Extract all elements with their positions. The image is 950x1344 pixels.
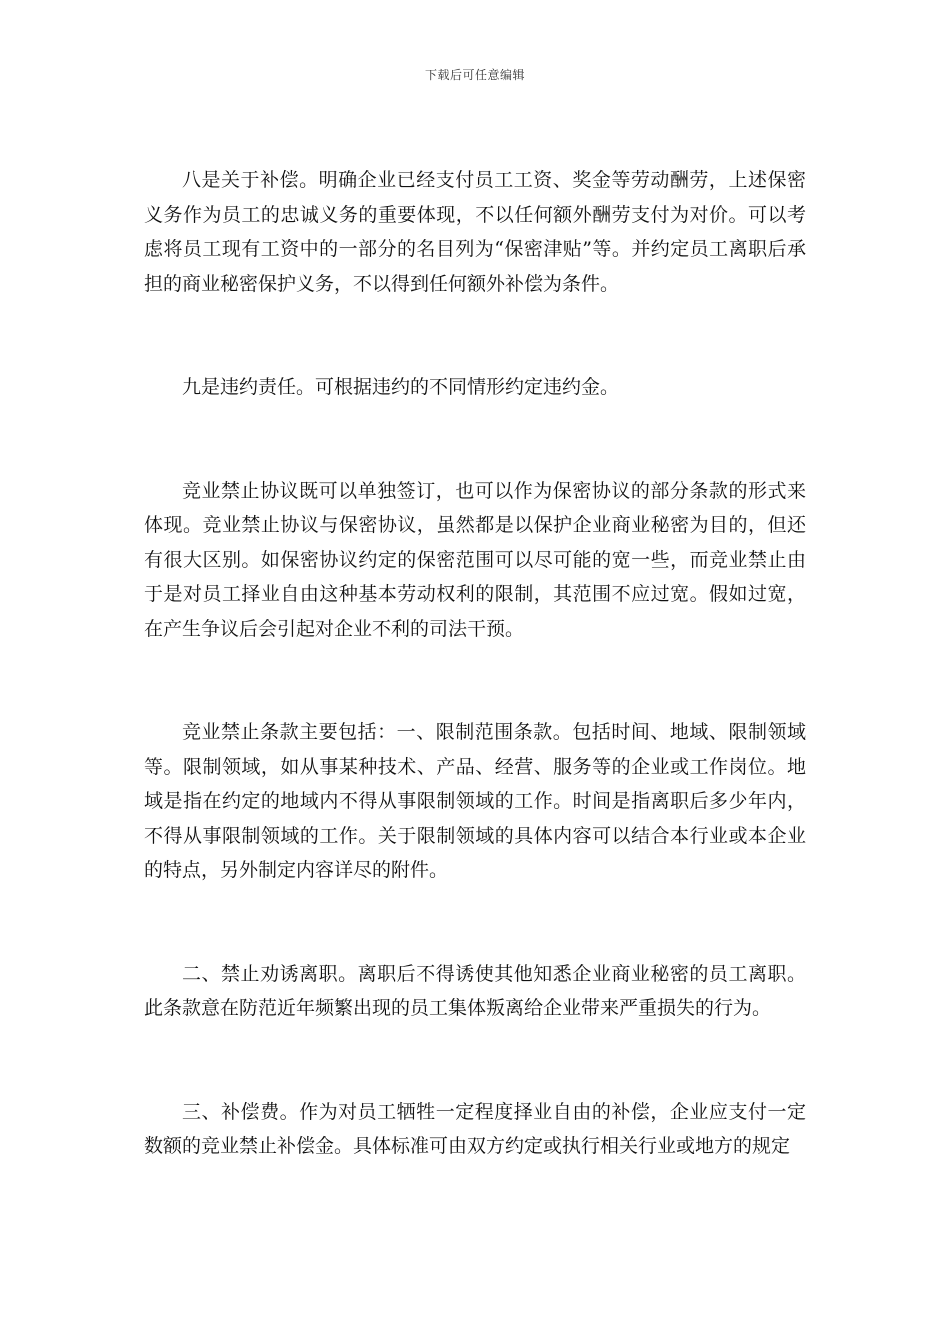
paragraph-compensation-fee: 三、补偿费。作为对员工牺牲一定程度择业自由的补偿，企业应支付一定数额的竞业禁止补偿金。具体标准可由双方约定或执行相关行业或地方的规定 — [144, 1100, 806, 1157]
document-body — [144, 163, 806, 1164]
paragraph-compensation: 八是关于补偿。明确企业已经支付员工工资、奖金等劳动酬劳，上述保密义务作为员工的忠诚义务的重要体现，不以任何额外酬劳支付为对价。可以考虑将员工现有工资中的一部分的名目列为“保密津贴”等。并约定员工离职后承担的商业秘密保护义务，不以得到任何额外补偿为条件。 — [144, 169, 806, 295]
paragraph-no-solicitation: 二、禁止劝诱离职。离职后不得诱使其他知悉企业商业秘密的员工离职。此条款意在防范近年频繁出现的员工集体叛离给企业带来严重损失的行为。 — [144, 962, 806, 1019]
paragraph-non-compete-agreement: 竞业禁止协议既可以单独签订，也可以作为保密协议的部分条款的形式来体现。竞业禁止协议与保密协议，虽然都是以保护企业商业秘密为目的，但还有很大区别。如保密协议约定的保密范围可以尽可能的宽一些，而竞业禁止由于是对员工择业自由这种基本劳动权利的限制，其范围不应过宽。假如过宽，在产生争议后会引起对企业不利的司法干预。 — [144, 479, 806, 640]
paragraph-liability: 九是违约责任。可根据违约的不同情形约定违约金。 — [182, 376, 620, 398]
paragraph-non-compete-terms: 竞业禁止条款主要包括：一、限制范围条款。包括时间、地域、限制领域等。限制领域，如从事某种技术、产品、经营、服务等的企业或工作岗位。地域是指在约定的地域内不得从事限制领域的工作。时间是指离职后多少年内，不得从事限制领域的工作。关于限制领域的具体内容可以结合本行业或本企业的特点，另外制定内容详尽的附件。 — [144, 721, 806, 881]
page-header: 下载后可任意编辑 — [424, 68, 525, 82]
